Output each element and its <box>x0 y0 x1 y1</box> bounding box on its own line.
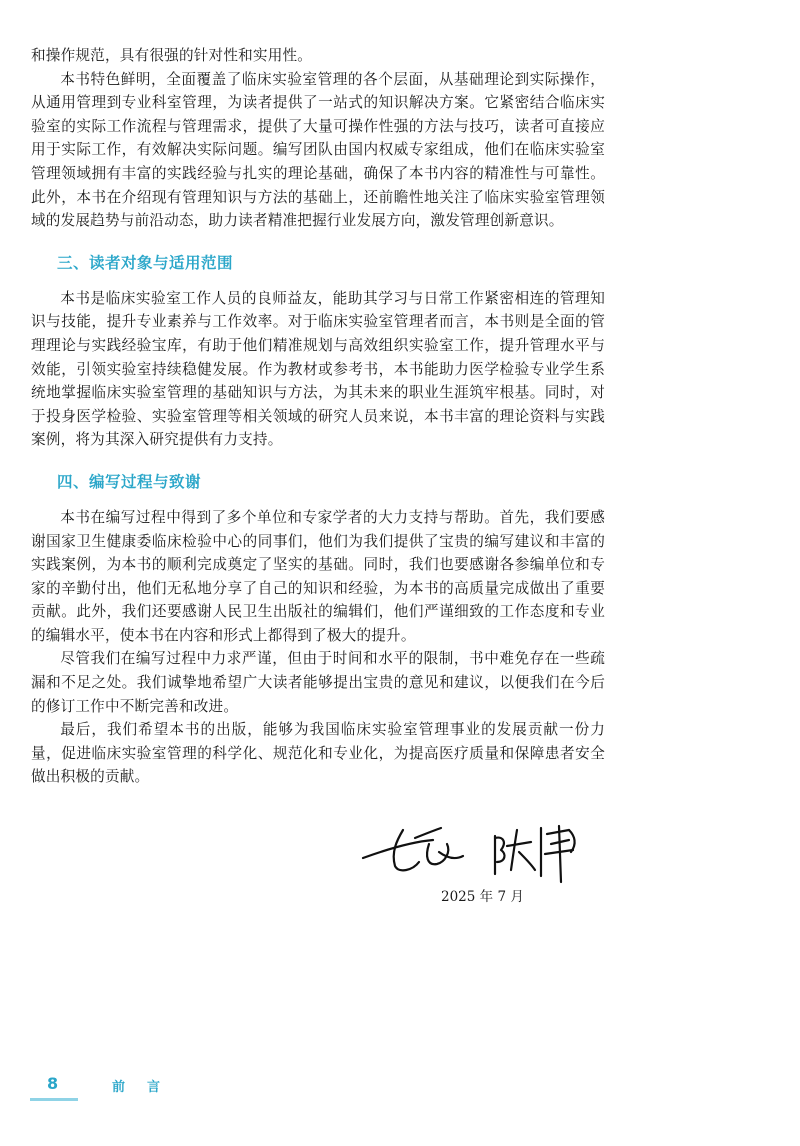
paragraph-readers: 本书是临床实验室工作人员的良师益友，能助其学习与日常工作紧密相连的管理知识与技能，提升专业素养与工作效率。对于临床实验室管理者而言，本书则是全面的管理理论与实践经验宝库，有助于他们精准规划与高效组织实验室工作，提升管理水平与效能，引领实验室持续稳健发展。作为教材或参考书，本书能助力医学检验专业学生系统地掌握临床实验室管理的基础知识与方法，为其未来的职业生涯筑牢根基。同时，对于投身医学检验、实验室管理等相关领域的研究人员来说，本书丰富的理论资料与实践案例，将为其深入研究提供有力支持。 <box>31 289 605 449</box>
page-number: 8 <box>47 1074 59 1093</box>
running-footer-title: 前言 <box>112 1080 183 1095</box>
section-heading-readers: 三、读者对象与适用范围 <box>57 253 234 272</box>
handwritten-signature <box>355 800 615 890</box>
signature-stroke <box>363 840 433 858</box>
section-heading-acknowledgements: 四、编写过程与致谢 <box>57 472 202 491</box>
footer-divider <box>30 1098 78 1101</box>
paragraph-continuation: 和操作规范，具有很强的针对性和实用性。 <box>31 47 313 64</box>
paragraph-limitations: 尽管我们在编写过程中力求严谨，但由于时间和水平的限制，书中难免存在一些疏漏和不足之处。我们诚挚地希望广大读者能够提出宝贵的意见和建议，以便我们在今后的修订工作中不断完善和改进。 <box>31 650 605 715</box>
paragraph-closing: 最后，我们希望本书的出版，能够为我国临床实验室管理事业的发展贡献一份力量，促进临床实验室管理的科学化、规范化和专业化，为提高医疗质量和保障患者安全做出积极的贡献。 <box>31 721 605 786</box>
paragraph-acknowledgements: 本书在编写过程中得到了多个单位和专家学者的大力支持与帮助。首先，我们要感谢国家卫生健康委临床检验中心的同事们，他们为我们提供了宝贵的编写建议和丰富的实践案例，为本书的顺利完成奠定了坚实的基础。同时，我们也要感谢各参编单位和专家的辛勤付出，他们无私地分享了自己的知识和经验，为本书的高质量完成做出了重要贡献。此外，我们还要感谢人民卫生出版社的编辑们，他们严谨细致的工作态度和专业的编辑水平，使本书在内容和形式上都得到了极大的提升。 <box>31 508 605 644</box>
signature-date: 2025 年 7 月 <box>441 889 524 905</box>
paragraph-book-features: 本书特色鲜明，全面覆盖了临床实验室管理的各个层面，从基础理论到实际操作，从通用管理到专业科室管理，为读者提供了一站式的知识解决方案。它紧密结合临床实验室的实际工作流程与管理需求，提供了大量可操作性强的方法与技巧，读者可直接应用于实际工作，有效解决实际问题。编写团队由国内权威专家组成，他们在临床实验室管理领域拥有丰富的实践经验与扎实的理论基础，确保了本书内容的精准性与可靠性。此外，本书在介绍现有管理知识与方法的基础上，还前瞻性地关注了临床实验室管理领域的发展趋势与前沿动态，助力读者精准把握行业发展方向，激发管理创新意识。 <box>31 70 605 230</box>
page-body <box>31 44 605 789</box>
